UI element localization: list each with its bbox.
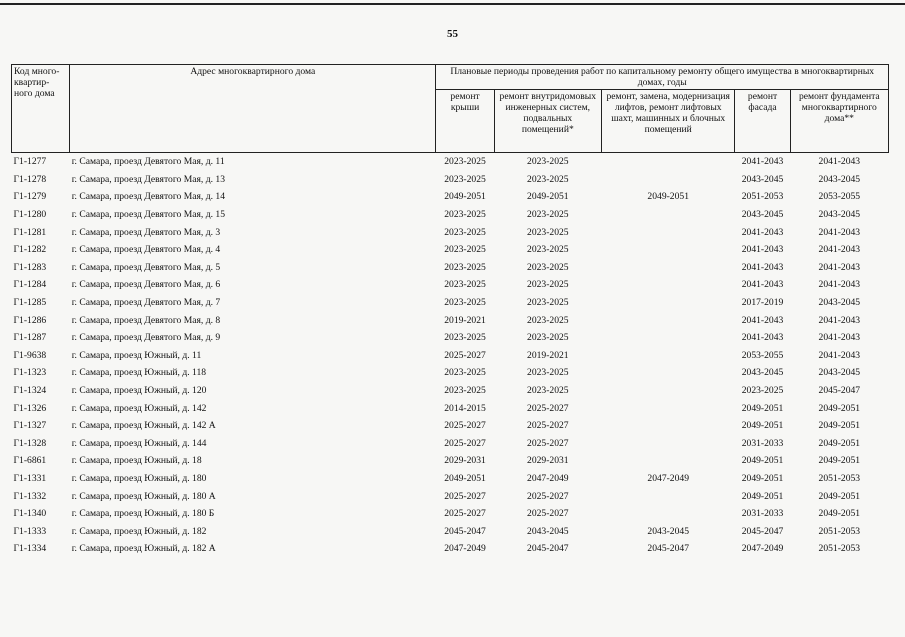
cell-elevators — [601, 294, 734, 312]
cell-systems: 2023-2025 — [527, 244, 569, 256]
cell-address: г. Самара, проезд Девятого Мая, д. 9 — [71, 332, 221, 344]
cell-systems: 2025-2027 — [527, 490, 569, 502]
table-row — [12, 540, 889, 558]
cell-address: г. Самара, проезд Южный, д. 182 А — [71, 543, 216, 555]
cell-elevators — [601, 399, 734, 417]
cell-foundation: 2049-2051 — [818, 455, 861, 467]
cell-facade: 2043-2045 — [741, 209, 784, 221]
repair-schedule-table — [11, 64, 889, 558]
table-row — [12, 223, 889, 241]
table-row — [12, 188, 889, 206]
cell-elevators: 2045-2047 — [647, 543, 689, 555]
cell-systems: 2023-2025 — [527, 314, 569, 326]
cell-roof: 2023-2025 — [444, 209, 486, 221]
cell-foundation: 2041-2043 — [818, 314, 861, 326]
cell-elevators — [601, 241, 734, 259]
cell-facade: 2047-2049 — [741, 543, 784, 555]
cell-systems: 2023-2025 — [527, 261, 569, 273]
cell-foundation: 2049-2051 — [818, 402, 861, 414]
cell-address: г. Самара, проезд Южный, д. 120 — [71, 385, 207, 397]
cell-foundation: 2041-2043 — [818, 244, 861, 256]
header-address: Адрес многоквартирного дома — [70, 65, 436, 153]
cell-elevators: 2049-2051 — [647, 191, 689, 203]
cell-systems: 2023-2025 — [494, 153, 601, 171]
table-row — [12, 294, 889, 312]
table-row — [12, 206, 889, 224]
cell-systems: 2045-2047 — [527, 543, 569, 555]
cell-facade: 2049-2051 — [741, 472, 784, 484]
cell-address: г. Самара, проезд Девятого Мая, д. 5 — [71, 261, 221, 273]
cell-roof: 2023-2025 — [444, 297, 486, 309]
cell-code: Г1-6861 — [13, 455, 47, 467]
cell-facade: 2049-2051 — [741, 490, 784, 502]
cell-address: г. Самара, проезд Южный, д. 180 — [71, 472, 207, 484]
cell-code: Г1-1327 — [13, 420, 47, 432]
cell-code: Г1-1333 — [13, 525, 47, 537]
top-rule — [0, 3, 905, 5]
cell-roof: 2049-2051 — [444, 472, 486, 484]
table-row — [12, 382, 889, 400]
cell-facade: 2041-2043 — [741, 226, 784, 238]
cell-facade: 2049-2051 — [741, 402, 784, 414]
table-body — [12, 153, 889, 558]
cell-address: г. Самара, проезд Южный, д. 180 Б — [71, 508, 215, 520]
cell-facade: 2049-2051 — [741, 455, 784, 467]
cell-code: Г1-1332 — [13, 490, 47, 502]
cell-systems: 2025-2027 — [527, 437, 569, 449]
cell-facade: 2031-2033 — [741, 508, 784, 520]
cell-address: г. Самара, проезд Девятого Мая, д. 14 — [71, 191, 225, 203]
cell-code: Г1-1323 — [13, 367, 47, 379]
cell-address: г. Самара, проезд Девятого Мая, д. 3 — [71, 226, 221, 238]
table-row — [12, 347, 889, 365]
table-row — [12, 399, 889, 417]
cell-facade: 2017-2019 — [741, 297, 784, 309]
cell-facade: 2041-2043 — [741, 261, 784, 273]
cell-systems: 2049-2051 — [527, 191, 569, 203]
cell-roof: 2023-2025 — [444, 367, 486, 379]
cell-roof: 2025-2027 — [444, 490, 486, 502]
cell-address: г. Самара, проезд Девятого Мая, д. 13 — [71, 173, 225, 185]
cell-elevators — [601, 223, 734, 241]
cell-foundation: 2049-2051 — [818, 437, 861, 449]
table-row — [12, 171, 889, 189]
table-row — [12, 311, 889, 329]
cell-systems: 2025-2027 — [527, 420, 569, 432]
table-row — [12, 435, 889, 453]
cell-foundation: 2041-2043 — [818, 279, 861, 291]
cell-facade: 2041-2043 — [741, 279, 784, 291]
cell-code: Г1-1277 — [12, 153, 70, 171]
cell-elevators — [601, 452, 734, 470]
cell-systems: 2019-2021 — [527, 349, 569, 361]
cell-code: Г1-1324 — [13, 385, 47, 397]
cell-elevators — [601, 382, 734, 400]
cell-roof: 2025-2027 — [444, 437, 486, 449]
cell-roof: 2019-2021 — [444, 314, 486, 326]
table-row — [12, 470, 889, 488]
cell-address: г. Самара, проезд Южный, д. 11 — [71, 349, 202, 361]
cell-elevators — [601, 153, 734, 171]
cell-roof: 2023-2025 — [444, 261, 486, 273]
cell-foundation: 2053-2055 — [818, 191, 861, 203]
cell-foundation: 2043-2045 — [818, 367, 861, 379]
cell-address: г. Самара, проезд Девятого Мая, д. 6 — [71, 279, 221, 291]
cell-facade: 2031-2033 — [741, 437, 784, 449]
cell-elevators — [601, 435, 734, 453]
cell-code: Г1-1281 — [13, 226, 47, 238]
table-row — [12, 276, 889, 294]
cell-roof: 2023-2025 — [444, 244, 486, 256]
cell-facade: 2041-2043 — [741, 244, 784, 256]
cell-address: г. Самара, проезд Южный, д. 182 — [71, 525, 207, 537]
cell-address: г. Самара, проезд Южный, д. 18 — [71, 455, 202, 467]
cell-address: г. Самара, проезд Девятого Мая, д. 7 — [71, 297, 221, 309]
table-row — [12, 329, 889, 347]
cell-roof: 2047-2049 — [444, 543, 486, 555]
table-row — [12, 487, 889, 505]
cell-elevators — [601, 505, 734, 523]
cell-address: г. Самара, проезд Южный, д. 144 — [71, 437, 207, 449]
cell-roof: 2014-2015 — [444, 402, 486, 414]
page-number: 55 — [447, 28, 458, 40]
header-periods: Плановые периоды проведения работ по капитальному ремонту общего имущества в многоквартирных домах, годы — [436, 65, 889, 90]
header-facade: ремонт фасада — [735, 90, 790, 153]
table-row — [12, 364, 889, 382]
cell-elevators — [601, 329, 734, 347]
cell-systems: 2025-2027 — [527, 402, 569, 414]
cell-roof: 2023-2025 — [444, 173, 486, 185]
cell-foundation: 2049-2051 — [818, 490, 861, 502]
cell-roof: 2025-2027 — [444, 420, 486, 432]
table-row — [12, 522, 889, 540]
cell-address: г. Самара, проезд Южный, д. 142 А — [71, 420, 216, 432]
cell-foundation: 2041-2043 — [818, 226, 861, 238]
table-row — [12, 153, 889, 171]
cell-foundation: 2043-2045 — [818, 173, 861, 185]
cell-address: г. Самара, проезд Девятого Мая, д. 8 — [71, 314, 221, 326]
cell-foundation: 2049-2051 — [818, 508, 861, 520]
cell-foundation: 2051-2053 — [818, 543, 861, 555]
cell-systems: 2023-2025 — [527, 297, 569, 309]
cell-roof: 2029-2031 — [444, 455, 486, 467]
cell-foundation: 2041-2043 — [818, 332, 861, 344]
cell-foundation: 2041-2043 — [818, 261, 861, 273]
cell-address: г. Самара, проезд Девятого Мая, д. 11 — [70, 153, 436, 171]
cell-address: г. Самара, проезд Южный, д. 118 — [71, 367, 207, 379]
cell-systems: 2023-2025 — [527, 226, 569, 238]
cell-elevators — [601, 487, 734, 505]
cell-code: Г1-1331 — [13, 472, 47, 484]
header-code: Код много-квартир-ного дома — [12, 65, 70, 153]
cell-code: Г1-1334 — [13, 543, 47, 555]
cell-foundation: 2045-2047 — [818, 385, 861, 397]
cell-facade: 2043-2045 — [741, 367, 784, 379]
cell-foundation: 2051-2053 — [818, 472, 861, 484]
cell-facade: 2041-2043 — [735, 153, 790, 171]
cell-foundation: 2041-2043 — [818, 349, 861, 361]
cell-elevators — [601, 171, 734, 189]
cell-systems: 2043-2045 — [527, 525, 569, 537]
cell-systems: 2029-2031 — [527, 455, 569, 467]
table-row — [12, 259, 889, 277]
cell-code: Г1-1278 — [13, 173, 47, 185]
cell-facade: 2053-2055 — [741, 349, 784, 361]
cell-systems: 2023-2025 — [527, 367, 569, 379]
cell-roof: 2025-2027 — [444, 508, 486, 520]
cell-elevators — [601, 364, 734, 382]
cell-address: г. Самара, проезд Девятого Мая, д. 15 — [71, 209, 225, 221]
cell-roof: 2023-2025 — [444, 226, 486, 238]
cell-facade: 2049-2051 — [741, 420, 784, 432]
header-foundation: ремонт фундамента многоквартирного дома** — [790, 90, 888, 153]
table-row — [12, 505, 889, 523]
cell-code: Г1-1286 — [13, 314, 47, 326]
cell-systems: 2023-2025 — [527, 279, 569, 291]
cell-code: Г1-1285 — [13, 297, 47, 309]
cell-foundation: 2051-2053 — [818, 525, 861, 537]
cell-code: Г1-1287 — [13, 332, 47, 344]
cell-facade: 2045-2047 — [741, 525, 784, 537]
cell-elevators — [601, 259, 734, 277]
cell-foundation: 2049-2051 — [818, 420, 861, 432]
cell-elevators: 2047-2049 — [647, 472, 689, 484]
cell-facade: 2051-2053 — [741, 191, 784, 203]
cell-systems: 2047-2049 — [527, 472, 569, 484]
cell-elevators — [601, 417, 734, 435]
cell-elevators — [601, 311, 734, 329]
cell-code: Г1-1284 — [13, 279, 47, 291]
cell-code: Г1-1280 — [13, 209, 47, 221]
cell-systems: 2023-2025 — [527, 209, 569, 221]
cell-roof: 2025-2027 — [444, 349, 486, 361]
cell-foundation: 2043-2045 — [818, 209, 861, 221]
cell-facade: 2043-2045 — [741, 173, 784, 185]
cell-foundation: 2041-2043 — [790, 153, 888, 171]
cell-facade: 2041-2043 — [741, 314, 784, 326]
cell-elevators: 2043-2045 — [647, 525, 689, 537]
cell-code: Г1-1283 — [13, 261, 47, 273]
cell-systems: 2025-2027 — [527, 508, 569, 520]
cell-roof: 2023-2025 — [444, 279, 486, 291]
cell-roof: 2049-2051 — [444, 191, 486, 203]
cell-systems: 2023-2025 — [527, 385, 569, 397]
cell-facade: 2041-2043 — [741, 332, 784, 344]
cell-elevators — [601, 276, 734, 294]
cell-code: Г1-1279 — [13, 191, 47, 203]
cell-code: Г1-1340 — [13, 508, 47, 520]
cell-roof: 2023-2025 — [436, 153, 494, 171]
cell-systems: 2023-2025 — [527, 332, 569, 344]
cell-foundation: 2043-2045 — [818, 297, 861, 309]
cell-systems: 2023-2025 — [527, 173, 569, 185]
cell-code: Г1-9638 — [13, 349, 47, 361]
cell-address: г. Самара, проезд Девятого Мая, д. 4 — [71, 244, 221, 256]
cell-address: г. Самара, проезд Южный, д. 142 — [71, 402, 207, 414]
header-elevators: ремонт, замена, модернизация лифтов, ремонт лифтовых шахт, машинных и блочных помещений — [601, 90, 734, 153]
cell-code: Г1-1328 — [13, 437, 47, 449]
cell-roof: 2023-2025 — [444, 385, 486, 397]
cell-code: Г1-1326 — [13, 402, 47, 414]
table-row — [12, 241, 889, 259]
header-roof: ремонт крыши — [436, 90, 494, 153]
cell-elevators — [601, 206, 734, 224]
table-row — [12, 417, 889, 435]
cell-address: г. Самара, проезд Южный, д. 180 А — [71, 490, 216, 502]
cell-elevators — [601, 347, 734, 365]
cell-facade: 2023-2025 — [741, 385, 784, 397]
header-systems: ремонт внутридомовых инженерных систем, подвальных помещений* — [494, 90, 601, 153]
table-row — [12, 452, 889, 470]
cell-roof: 2045-2047 — [444, 525, 486, 537]
cell-code: Г1-1282 — [13, 244, 47, 256]
cell-roof: 2023-2025 — [444, 332, 486, 344]
